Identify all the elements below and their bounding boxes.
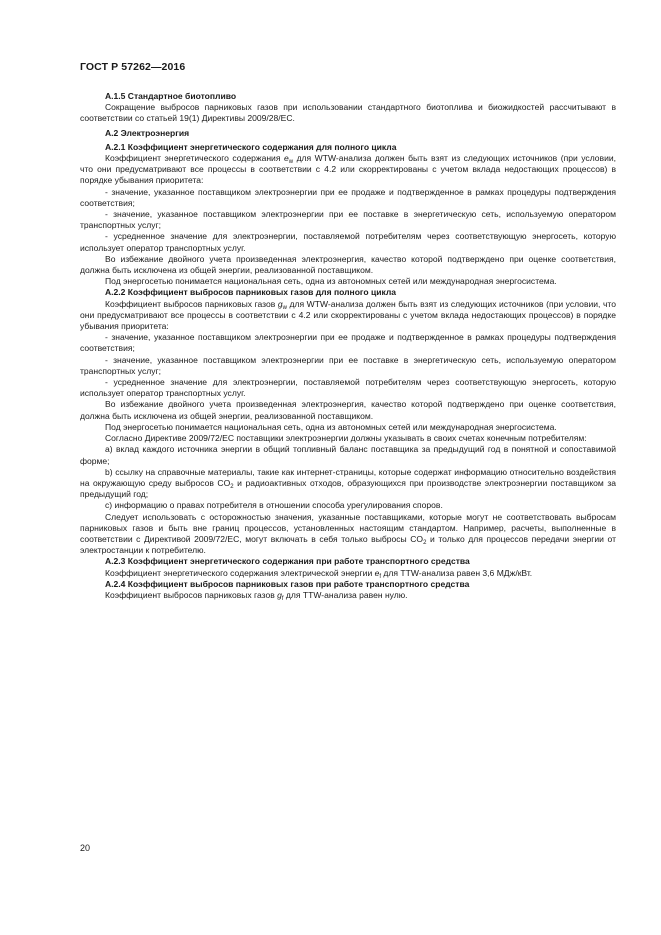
list-item: - усредненное значение для электроэнергии, поставляемой потребителям через соответствующую энергосеть, которую использует оператор транспортных услуг. bbox=[80, 377, 616, 399]
paragraph: Во избежание двойного учета произведенная электроэнергия, качество которой подтверждено при оценке соответствия, должна быть исключена из общей энергии, реализованной поставщиком. bbox=[80, 253, 616, 276]
page-number: 20 bbox=[80, 843, 91, 853]
list-item: - значение, указанное поставщиком электроэнергии при ее поставке в энергетическую сеть, используемую оператором транспортных услуг; bbox=[80, 354, 616, 376]
document-body bbox=[80, 91, 616, 601]
section-heading-a2: А.2 Электроэнергия bbox=[105, 127, 190, 138]
list-item: - значение, указанное поставщиком электроэнергии при ее поставке в энергетическую сеть, используемую оператором транспортных услуг; bbox=[80, 209, 616, 231]
list-item: - усредненное значение для электроэнергии, поставляемой потребителям через соответствующую энергосеть, которую использует оператор транспортных услуг. bbox=[80, 231, 616, 253]
list-item: - значение, указанное поставщиком электроэнергии при ее продаже и подтвержденное в рамках процедуры подтверждения соответствия; bbox=[80, 186, 616, 208]
paragraph: Сокращение выбросов парниковых газов при использовании стандартного биотоплива и биожидкостей рассчитывают в соответствии со статьей 19(1) Директивы 2009/28/ЕС. bbox=[80, 102, 616, 124]
symbol-ef: e bbox=[374, 567, 380, 578]
paragraph: Во избежание двойного учета произведенная электроэнергия, качество которой подтверждено при оценке соответствия, должна быть исключена из общей энергии, реализованной поставщиком. bbox=[80, 399, 616, 421]
symbol-gw: g bbox=[277, 298, 283, 309]
paragraph: Следует использовать с осторожностью значения, указанные поставщиками, которые могут не соответствовать выбросам парниковых газов и быть вне границ процессов, установленных настоящим стандартом. Например, расчеты, выполненные в соответствии с Директивой 2009/72/ЕС, могут включать в себя только выбросы $CO_2$ и только для процессов передачи энергии от электростанции к потребителю. bbox=[80, 511, 617, 556]
section-heading-a22: А.2.2 Коэффициент выбросов парниковых газов для полного цикла bbox=[105, 287, 397, 298]
paragraph: Под энергосетью понимается национальная сеть, одна из автономных сетей или международная энергосистема. bbox=[105, 276, 557, 287]
symbol-ew: e bbox=[283, 153, 289, 164]
paragraph: Коэффициент выбросов парниковых газов $g_f$ для TTW-анализа равен нулю. bbox=[105, 589, 408, 602]
section-heading-a21: А.2.1 Коэффициент энергетического содержания для полного цикла bbox=[105, 141, 397, 152]
section-heading-a24: А.2.4 Коэффициент выбросов парниковых газов при работе транспортного средства bbox=[105, 578, 470, 589]
paragraph: Согласно Директиве 2009/72/ЕС поставщики электроэнергии должны указывать в своих счетах конечным потребителям: bbox=[105, 433, 587, 444]
list-item: - значение, указанное поставщиком электроэнергии при ее продаже и подтвержденное в рамках процедуры подтверждения соответствия; bbox=[80, 332, 616, 354]
paragraph: Коэффициент выбросов парниковых газов $g_w$ для WTW-анализа должен быть взят из следующих источников (при условии, что они предусматривают все процессы в соответствии с 4.2 или скорректированы с учетом вклада недостающих процессов) в порядке убывания приоритета: bbox=[80, 298, 616, 332]
paragraph: Коэффициент энергетического содержания электрической энергии $e_f$ для TTW-анализа равен 3,6 МДж/кВт. bbox=[105, 567, 533, 580]
list-item: b) ссылку на справочные материалы, такие как интернет-страницы, которые содержат информацию относительно воздействия на окружающую среду выбросов $CO_2$ и радиоактивных отходов, образующихся при производстве электроэнергии поставщиком за предыдущий год; bbox=[80, 466, 617, 500]
document-header: ГОСТ Р 57262—2016 bbox=[80, 61, 186, 73]
paragraph: Коэффициент энергетического содержания $e_w$ для WTW-анализа должен быть взят из следующих источников (при условии, что они предусматривают все процессы в соответствии с 4.2 или скорректированы с учетом вклада недостающих процессов) в порядке убывания приоритета: bbox=[80, 153, 616, 186]
list-item: с) информацию о правах потребителя в отношении способа урегулирования споров. bbox=[105, 500, 443, 511]
list-item: а) вклад каждого источника энергии в общий топливный баланс поставщика за предыдущий год в понятной и сопоставимой форме; bbox=[80, 444, 616, 466]
section-heading-a23: А.2.3 Коэффициент энергетического содержания при работе транспортного средства bbox=[105, 556, 470, 567]
section-heading-a15: А.1.5 Стандартное биотопливо bbox=[105, 91, 237, 101]
paragraph: Под энергосетью понимается национальная сеть, одна из автономных сетей или международная энергосистема. bbox=[105, 421, 557, 432]
symbol-gf: g bbox=[277, 589, 282, 600]
